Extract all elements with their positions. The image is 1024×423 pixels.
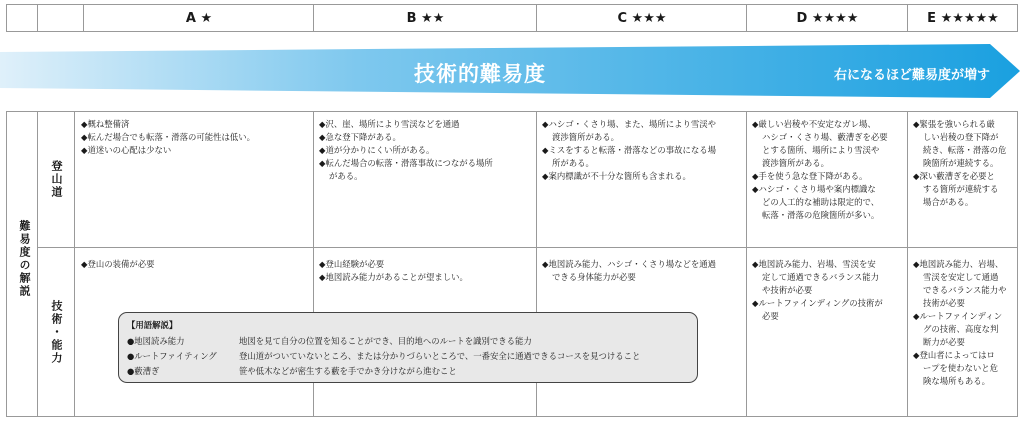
glossary-definition: 地図を見て自分の位置を知ることができ、目的地へのルートを識別できる能力: [239, 336, 532, 346]
skill-level-e-cell: ◆地図読み能力、岩場、 雪渓を安定して通過 できるバランス能力や 技術が必要 ◆ルートファインディン グの技術、高度な判 断力が必要 ◆登山者によってはロ ープを使わないと危 険な場所もある。: [913, 259, 1007, 386]
trail-level-e-cell: ◆緊張を強いられる厳 しい岩稜の登下降が 続き、転落・滑落の危 険箇所が連続する。 ◆深い藪漕ぎを必要と する箇所が連続する 場合がある。: [913, 119, 1007, 207]
trail-level-a-cell: ◆概ね整備済 ◆転んだ場合でも転落・滑落の可能性は低い。 ◆道迷いの心配は少ない: [81, 119, 255, 155]
trail-level-b-cell: ◆沢、崖、場所により雪渓などを通過 ◆急な登下降がある。 ◆道が分かりにくい所がある。 ◆転んだ場合の転落・滑落事故につながる場所 がある。: [319, 119, 493, 181]
level-header-row: [6, 4, 1018, 32]
glossary-definition: 登山道がついていないところ、または分かりづらいところで、一番安全に通過できるコースを見つけること: [239, 351, 641, 361]
level-a-header: A ★: [83, 5, 314, 31]
level-c-header: C ★★★: [536, 5, 747, 31]
skill-level-a-cell: ◆登山の装備が必要: [81, 259, 155, 269]
level-d-header: D ★★★★: [746, 5, 908, 31]
section-label: 難易度の解説: [18, 220, 31, 298]
glossary-term: ●藪漕ぎ: [127, 366, 160, 376]
skill-level-d-cell: ◆地図読み能力、岩場、雪渓を安 定して通過できるバランス能力 や技術が必要 ◆ルートファインディングの技術が 必要: [752, 259, 883, 321]
skill-level-c-cell: ◆地図読み能力、ハシゴ・くさり場などを通過 できる身体能力が必要: [542, 259, 716, 282]
glossary-box: [118, 312, 698, 383]
trail-level-d-cell: ◆厳しい岩稜や不安定なガレ場、 ハシゴ・くさり場、藪漕ぎを必要 とする箇所、場所により雪渓や 渡渉箇所がある。 ◆手を使う急な登下降がある。 ◆ハシゴ・くさり場や案内標識な どの人工的な補助は限定的で、 転落・滑落の危険箇所が多い。: [752, 119, 888, 220]
row-label-trail: 登山道: [50, 160, 63, 199]
glossary-definition: 笹や低木などが密生する藪を手でかき分けながら進むこと: [239, 366, 457, 376]
level-b-header: B ★★: [313, 5, 537, 31]
trail-level-c-cell: ◆ハシゴ・くさり場、また、場所により雪渓や 渡渉箇所がある。 ◆ミスをすると転落・滑落などの事故になる場 所がある。 ◆案内標識が不十分な箇所も含まれる。: [542, 119, 716, 181]
level-e-header: E ★★★★★: [907, 5, 1018, 31]
row-label-skill: 技術・能力: [50, 300, 63, 365]
glossary-term: ●地図読み能力: [127, 336, 185, 346]
glossary-heading: 【用語解説】: [127, 320, 178, 330]
banner-subtitle: 右になるほど難易度が増す: [833, 68, 990, 83]
skill-level-b-cell: ◆登山経験が必要 ◆地図読み能力があることが望ましい。: [319, 259, 468, 282]
header-blank-cell: [37, 5, 84, 31]
banner-title: 技術的難易度: [414, 62, 546, 86]
glossary-term: ●ルートファイティング: [127, 351, 217, 361]
